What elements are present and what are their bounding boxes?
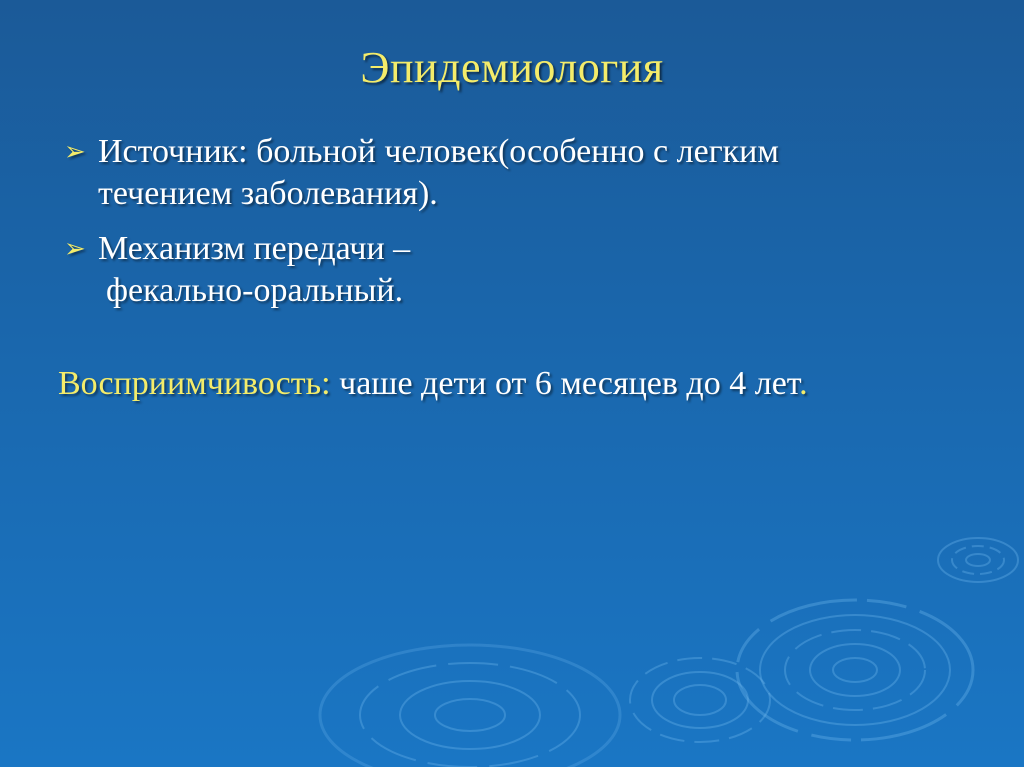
ripple-small xyxy=(938,538,1018,582)
bullet-mechanism-line2: фекально-оральный. xyxy=(106,272,404,309)
arrow-bullet-icon: ➢ xyxy=(64,234,86,264)
ripple-left xyxy=(320,645,620,767)
bullet-mechanism xyxy=(64,228,410,312)
bullet-source-line2: течением заболевания). xyxy=(98,175,438,212)
bullet-source-line1: Источник: больной человек(особенно с легким xyxy=(98,133,779,170)
susceptibility-line xyxy=(58,363,808,405)
susceptibility-end: . xyxy=(799,365,808,402)
ripple-mid xyxy=(630,658,770,742)
ripple-large xyxy=(737,600,973,740)
susceptibility-label: Восприимчивость: xyxy=(58,365,331,402)
susceptibility-text: чаше дети от 6 месяцев до 4 лет xyxy=(330,365,800,402)
bullet-mechanism-line1: Механизм передачи – xyxy=(98,230,411,267)
slide-title: Эпидемиология xyxy=(360,43,664,92)
bullet-source xyxy=(64,131,779,215)
arrow-bullet-icon: ➢ xyxy=(64,137,86,167)
